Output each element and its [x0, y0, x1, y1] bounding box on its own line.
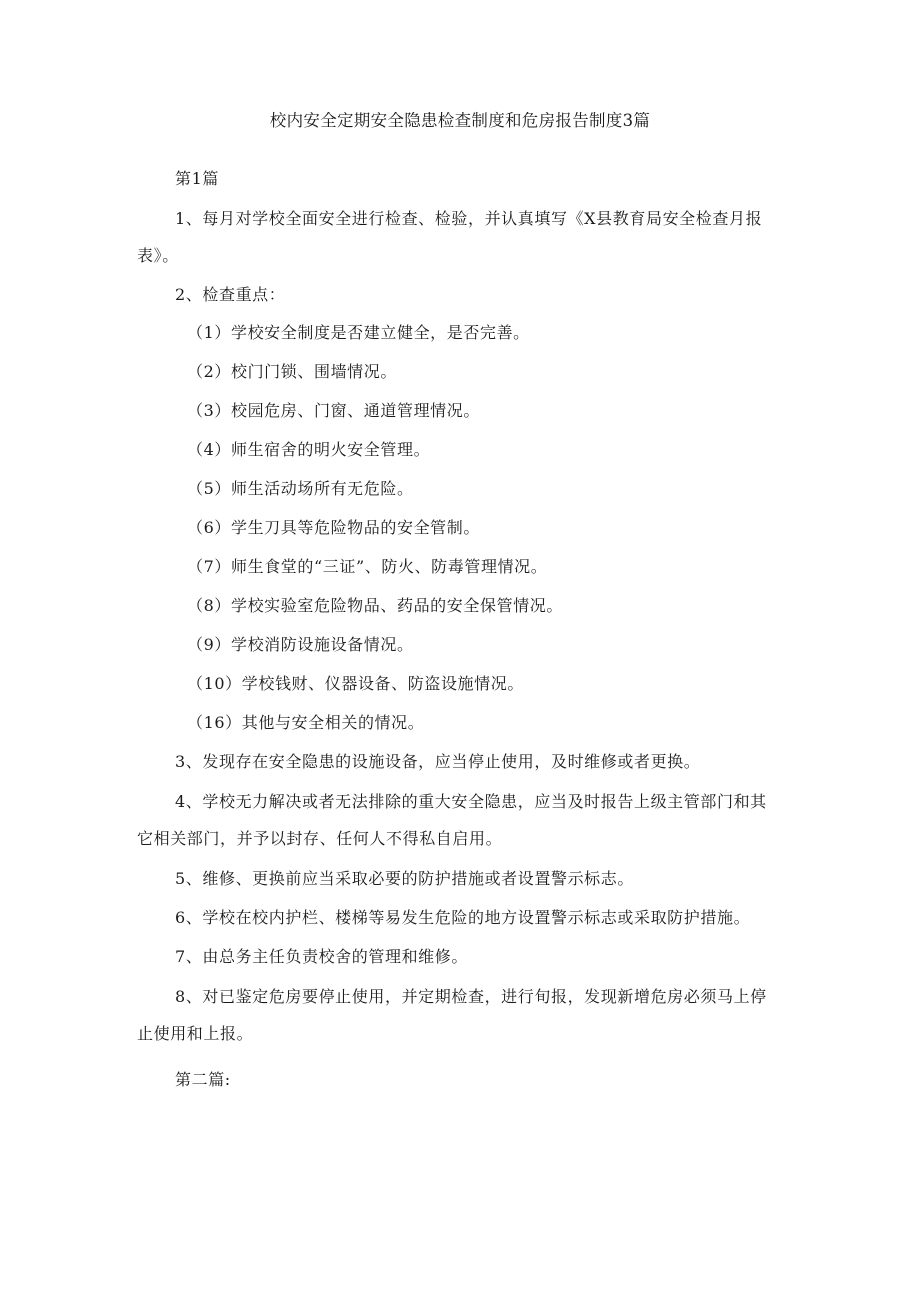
- section-heading-1: 第1篇: [175, 169, 219, 188]
- paragraph-2: 2、检查重点：: [175, 285, 286, 304]
- paragraph-6: 6、学校在校内护栏、楼梯等易发生危险的地方设置警示标志或采取防护措施。: [175, 908, 751, 927]
- paragraph-5: 5、维修、更换前应当采取必要的防护措施或者设置警示标志。: [175, 869, 634, 888]
- document-title: 校内安全定期安全隐患检查制度和危房报告制度3篇: [269, 111, 651, 130]
- check-item-1: （1）学校安全制度是否建立健全，是否完善。: [187, 323, 530, 342]
- paragraph-4-line-2: 它相关部门，并予以封存、任何人不得私自启用。: [137, 829, 503, 848]
- check-item-10: （10）学校钱财、仪器设备、防盗设施情况。: [187, 674, 524, 693]
- section-heading-2: 第二篇:: [175, 1070, 231, 1089]
- check-item-7: （7）师生食堂的“三证”、防火、防毒管理情况。: [187, 557, 548, 576]
- paragraph-7: 7、由总务主任负责校舍的管理和维修。: [175, 947, 468, 966]
- check-item-16: （16）其他与安全相关的情况。: [187, 713, 425, 732]
- check-item-2: （2）校门门锁、围墙情况。: [187, 362, 397, 381]
- paragraph-1-line-2: 表》。: [137, 246, 179, 265]
- paragraph-8-line-2: 止使用和上报。: [137, 1024, 254, 1043]
- check-item-9: （9）学校消防设施设备情况。: [187, 635, 414, 654]
- check-item-4: （4）师生宿舍的明火安全管理。: [187, 440, 431, 459]
- paragraph-4-line-1: 4、学校无力解决或者无法排除的重大安全隐患，应当及时报告上级主管部门和其: [175, 792, 767, 811]
- check-item-5: （5）师生活动场所有无危险。: [187, 479, 414, 498]
- check-item-3: （3）校园危房、门窗、通道管理情况。: [187, 401, 480, 420]
- paragraph-8-line-1: 8、对已鉴定危房要停止使用，并定期检查，进行旬报，发现新增危房必须马上停: [175, 987, 767, 1006]
- check-item-8: （8）学校实验室危险物品、药品的安全保管情况。: [187, 596, 563, 615]
- paragraph-3: 3、发现存在安全隐患的设施设备，应当停止使用，及时维修或者更换。: [175, 752, 701, 771]
- check-item-6: （6）学生刀具等危险物品的安全管制。: [187, 518, 480, 537]
- paragraph-1-line-1: 1、每月对学校全面安全进行检查、检验，并认真填写《X县教育局安全检查月报: [175, 209, 763, 228]
